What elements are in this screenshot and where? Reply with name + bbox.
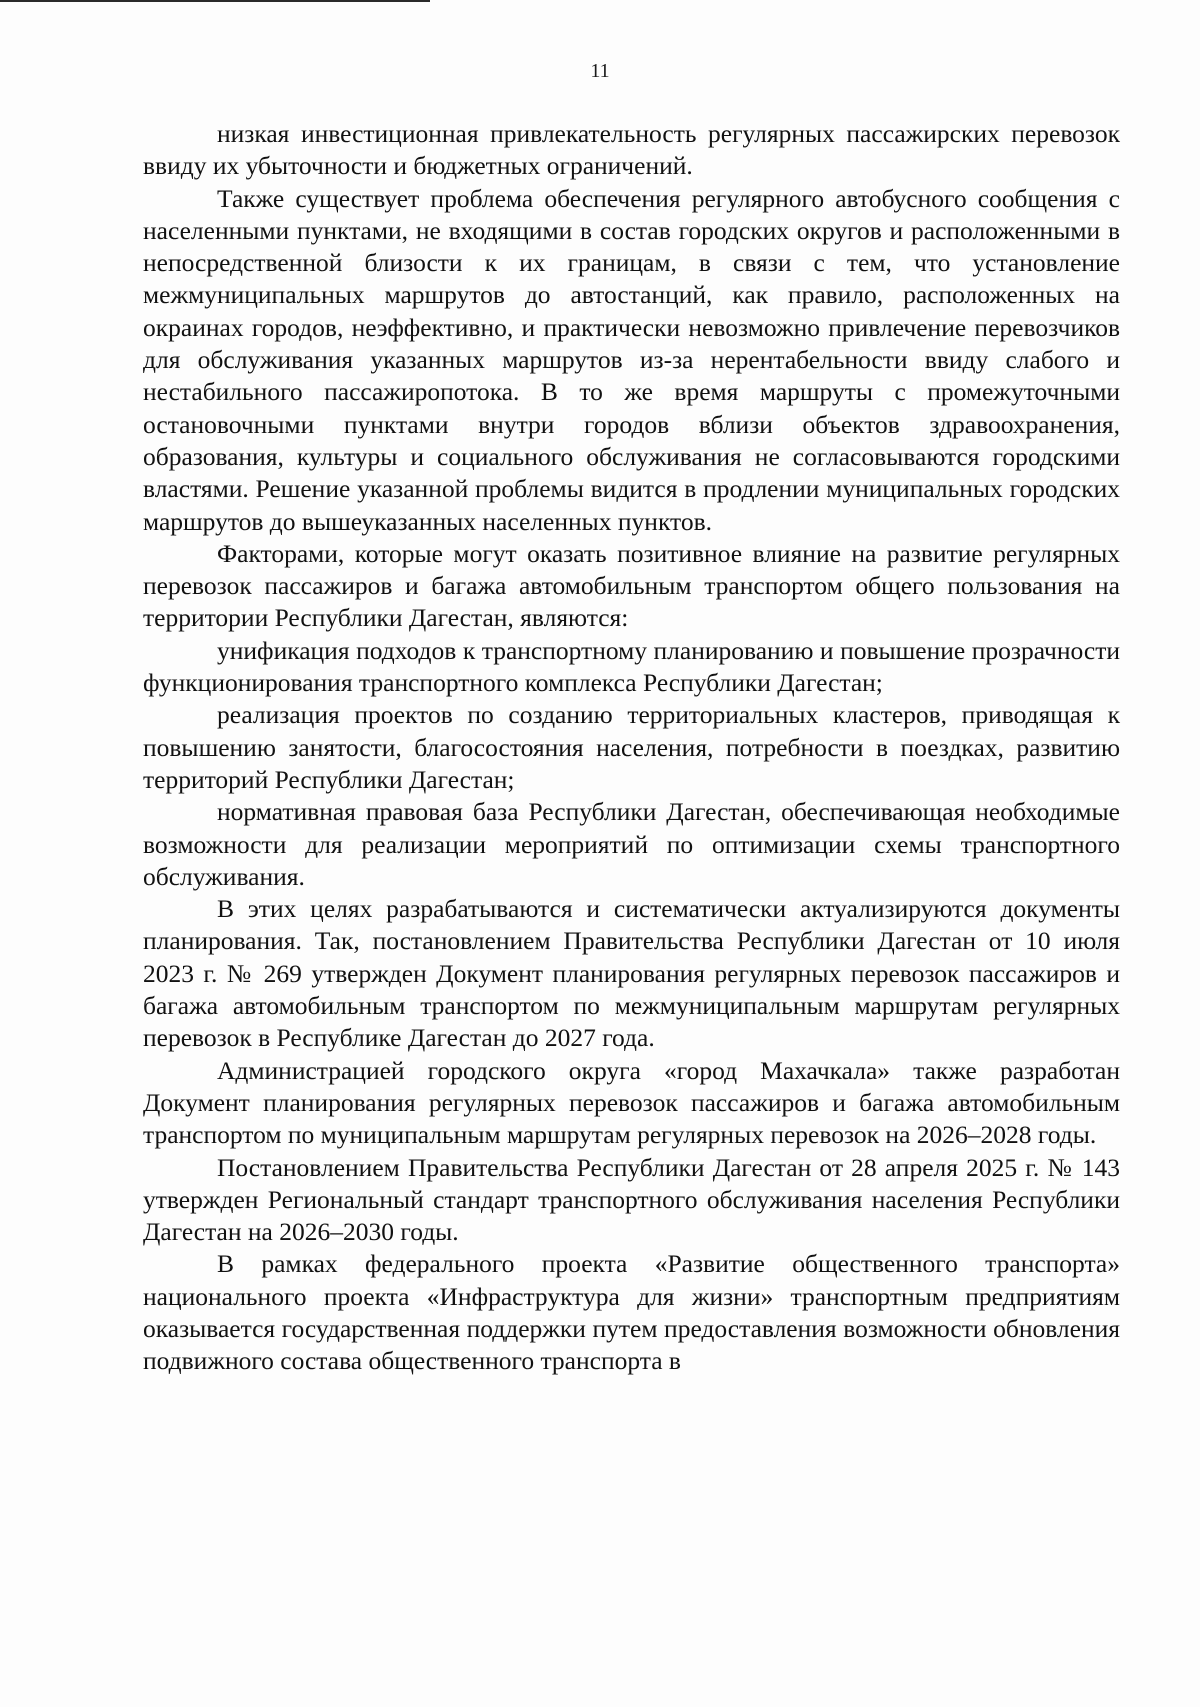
scan-edge-line [0, 0, 430, 2]
paragraph: низкая инвестиционная привлекательность регулярных пассажирских перевозок ввиду их убыточности и бюджетных ограничений. [143, 119, 1120, 181]
page-number: 11 [590, 60, 610, 82]
paragraph: Также существует проблема обеспечения регулярного автобусного сообщения с населенными пунктами, не входящими в состав городских округов и расположенными в непосредственной близости к их границам, в связи с тем, что установление межмуниципальных маршрутов до автостанций, как правило, расположенных на окраинах городов, неэффективно, и практически невозможно привлечение перевозчиков для обслуживания указанных маршрутов из-за нерентабельности ввиду слабого и нестабильного пассажиропотока. В то же время маршруты с промежуточными остановочными пунктами внутри городов вблизи объектов здравоохранения, образования, культуры и социального обслуживания не согласовываются городскими властями. Решение указанной проблемы видится в продлении муниципальных городских маршрутов до вышеуказанных населенных пунктов. [143, 183, 1120, 536]
document-body [143, 118, 1120, 1378]
paragraph: реализация проектов по созданию территориальных кластеров, приводящая к повышению занятости, благосостояния населения, потребности в поездках, развитию территорий Республики Дагестан; [143, 700, 1120, 794]
paragraph: В этих целях разрабатываются и систематически актуализируются документы планирования. Так, постановлением Правительства Республики Дагестан от 10 июля 2023 г. № 269 утвержден Документ планирования регулярных перевозок пассажиров и багажа автомобильным транспортом по межмуниципальным маршрутам регулярных перевозок в Республике Дагестан до 2027 года. [143, 894, 1120, 1053]
paragraph: Администрацией городского округа «город Махачкала» также разработан Документ планирования регулярных перевозок пассажиров и багажа автомобильным транспортом по муниципальным маршрутам регулярных перевозок на 2026–2028 годы. [143, 1055, 1120, 1150]
paragraph: нормативная правовая база Республики Дагестан, обеспечивающая необходимые возможности для реализации мероприятий по оптимизации схемы транспортного обслуживания. [143, 797, 1120, 891]
paragraph: Постановлением Правительства Республики Дагестан от 28 апреля 2025 г. № 143 утвержден Региональный стандарт транспортного обслуживания населения Республики Дагестан на 2026–2030 годы. [143, 1152, 1120, 1247]
paragraph: В рамках федерального проекта «Развитие общественного транспорта» национального проекта «Инфраструктура для жизни» транспортным предприятиям оказывается государственная поддержки путем предоставления возможности обновления подвижного состава общественного транспорта в [143, 1249, 1120, 1376]
paragraph: Факторами, которые могут оказать позитивное влияние на развитие регулярных перевозок пассажиров и багажа автомобильным транспортом общего пользования на территории Республики Дагестан, являются: [143, 538, 1120, 633]
paragraph: унификация подходов к транспортному планированию и повышение прозрачности функционирования транспортного комплекса Республики Дагестан; [143, 635, 1120, 698]
